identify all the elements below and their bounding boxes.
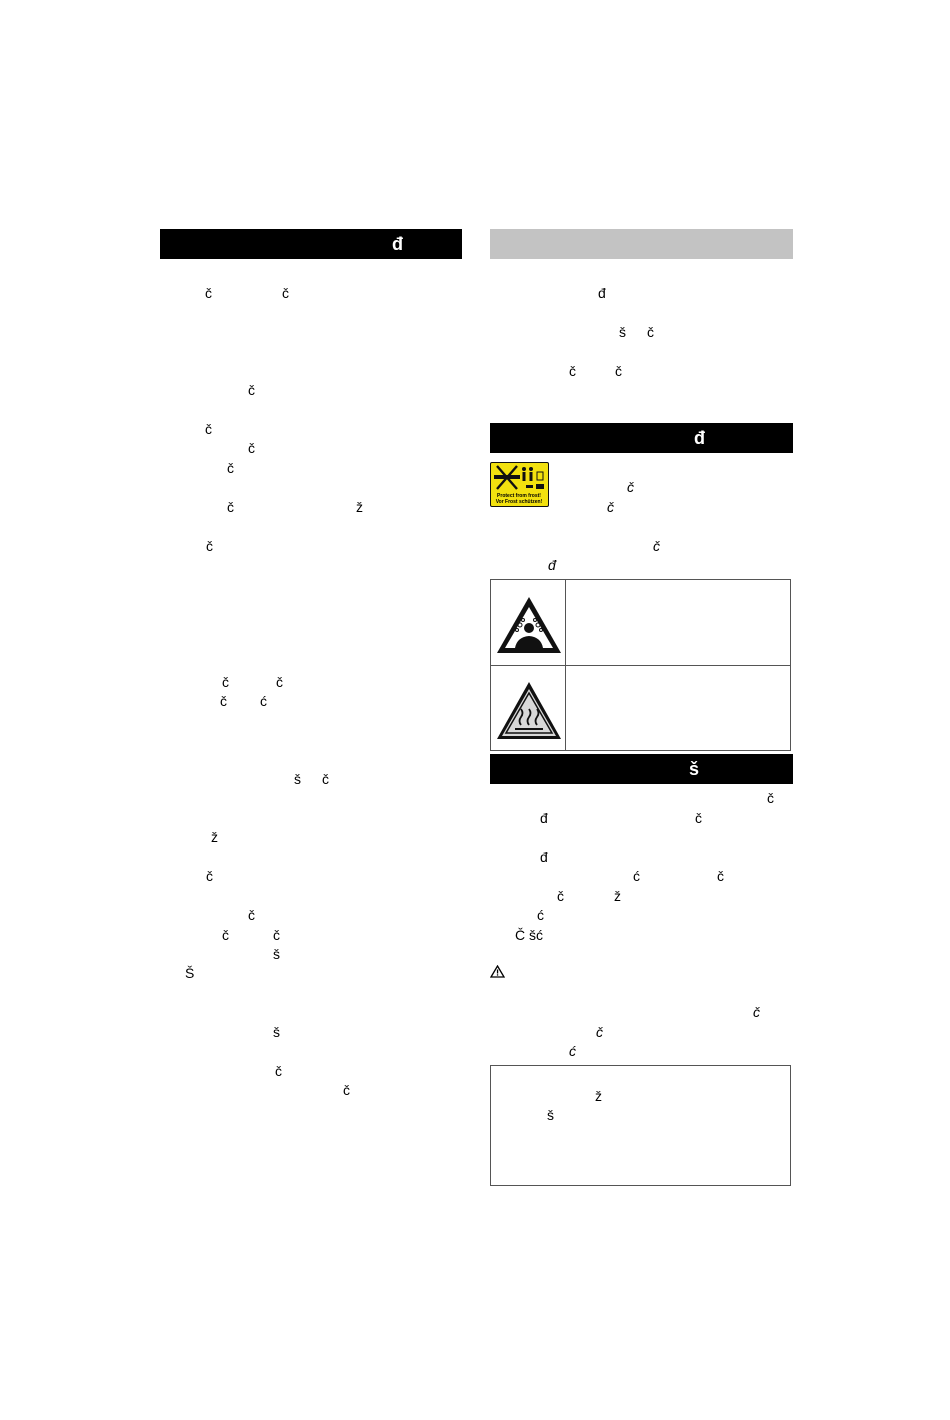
text-glyph: č	[275, 1063, 282, 1079]
text-glyph: š	[294, 771, 301, 787]
text-glyph: č	[220, 693, 227, 709]
text-glyph: č	[615, 363, 622, 379]
text-glyph: č	[248, 907, 255, 923]
text-glyph: č	[222, 674, 229, 690]
text-glyph: č	[569, 363, 576, 379]
text-glyph: đ	[540, 810, 548, 826]
text-glyph: ž	[614, 888, 621, 904]
text-glyph: č	[205, 421, 212, 437]
frost-label-line-2: Vor Frost schützen!	[495, 499, 543, 505]
table-row-divider	[491, 665, 790, 666]
text-glyph: č	[227, 460, 234, 476]
note-box	[490, 1065, 791, 1186]
text-glyph: č	[557, 888, 564, 904]
text-glyph: č	[227, 499, 234, 515]
left-section-header	[160, 229, 462, 259]
text-glyph: č	[205, 285, 212, 301]
right-section2-header	[490, 754, 793, 784]
text-glyph: č	[653, 538, 660, 554]
text-glyph: š	[273, 1024, 280, 1040]
text-glyph: š	[547, 1107, 554, 1123]
text-glyph: č	[282, 285, 289, 301]
text-glyph: č	[322, 771, 329, 787]
text-glyph: č	[273, 927, 280, 943]
text-glyph: ć	[569, 1043, 576, 1059]
frost-pictogram-icon	[491, 463, 547, 495]
text-glyph: č	[627, 479, 634, 495]
right-gray-header	[490, 229, 793, 259]
text-glyph: đ	[548, 557, 556, 573]
section2-header-text: š	[689, 759, 700, 779]
text-glyph: č	[753, 1004, 760, 1020]
text-glyph: ć	[260, 693, 267, 709]
text-glyph: ž	[211, 829, 218, 845]
text-glyph: č	[607, 499, 614, 515]
text-glyph: č	[695, 810, 702, 826]
text-glyph: č	[767, 790, 774, 806]
text-glyph: č	[222, 927, 229, 943]
steam-hazard-icon	[495, 594, 563, 656]
text-glyph: č	[343, 1082, 350, 1098]
right-section1-header	[490, 423, 793, 453]
text-glyph: č	[596, 1024, 603, 1040]
text-glyph: Š	[185, 965, 195, 981]
text-glyph: š	[273, 946, 280, 962]
text-glyph: Č šć	[515, 927, 543, 943]
text-glyph: č	[276, 674, 283, 690]
frost-warning-label	[490, 462, 549, 507]
text-glyph: č	[248, 440, 255, 456]
text-glyph: đ	[540, 849, 548, 865]
text-glyph: ž	[595, 1088, 602, 1104]
text-glyph: š	[619, 324, 626, 340]
text-glyph: č	[248, 382, 255, 398]
section1-header-text: đ	[694, 428, 705, 448]
left-header-text: đ	[392, 234, 403, 254]
text-glyph: č	[206, 538, 213, 554]
text-glyph: č	[206, 868, 213, 884]
text-glyph: ć	[537, 907, 544, 923]
text-glyph: č	[647, 324, 654, 340]
hot-surface-icon	[495, 680, 563, 742]
hazard-symbol-table	[490, 579, 791, 751]
text-glyph: đ	[598, 285, 606, 301]
text-glyph: ž	[356, 499, 363, 515]
text-glyph: ć	[633, 868, 640, 884]
warning-triangle-icon	[490, 965, 505, 978]
frost-label-line-1: Protect from frost!	[497, 493, 541, 499]
text-glyph: č	[717, 868, 724, 884]
